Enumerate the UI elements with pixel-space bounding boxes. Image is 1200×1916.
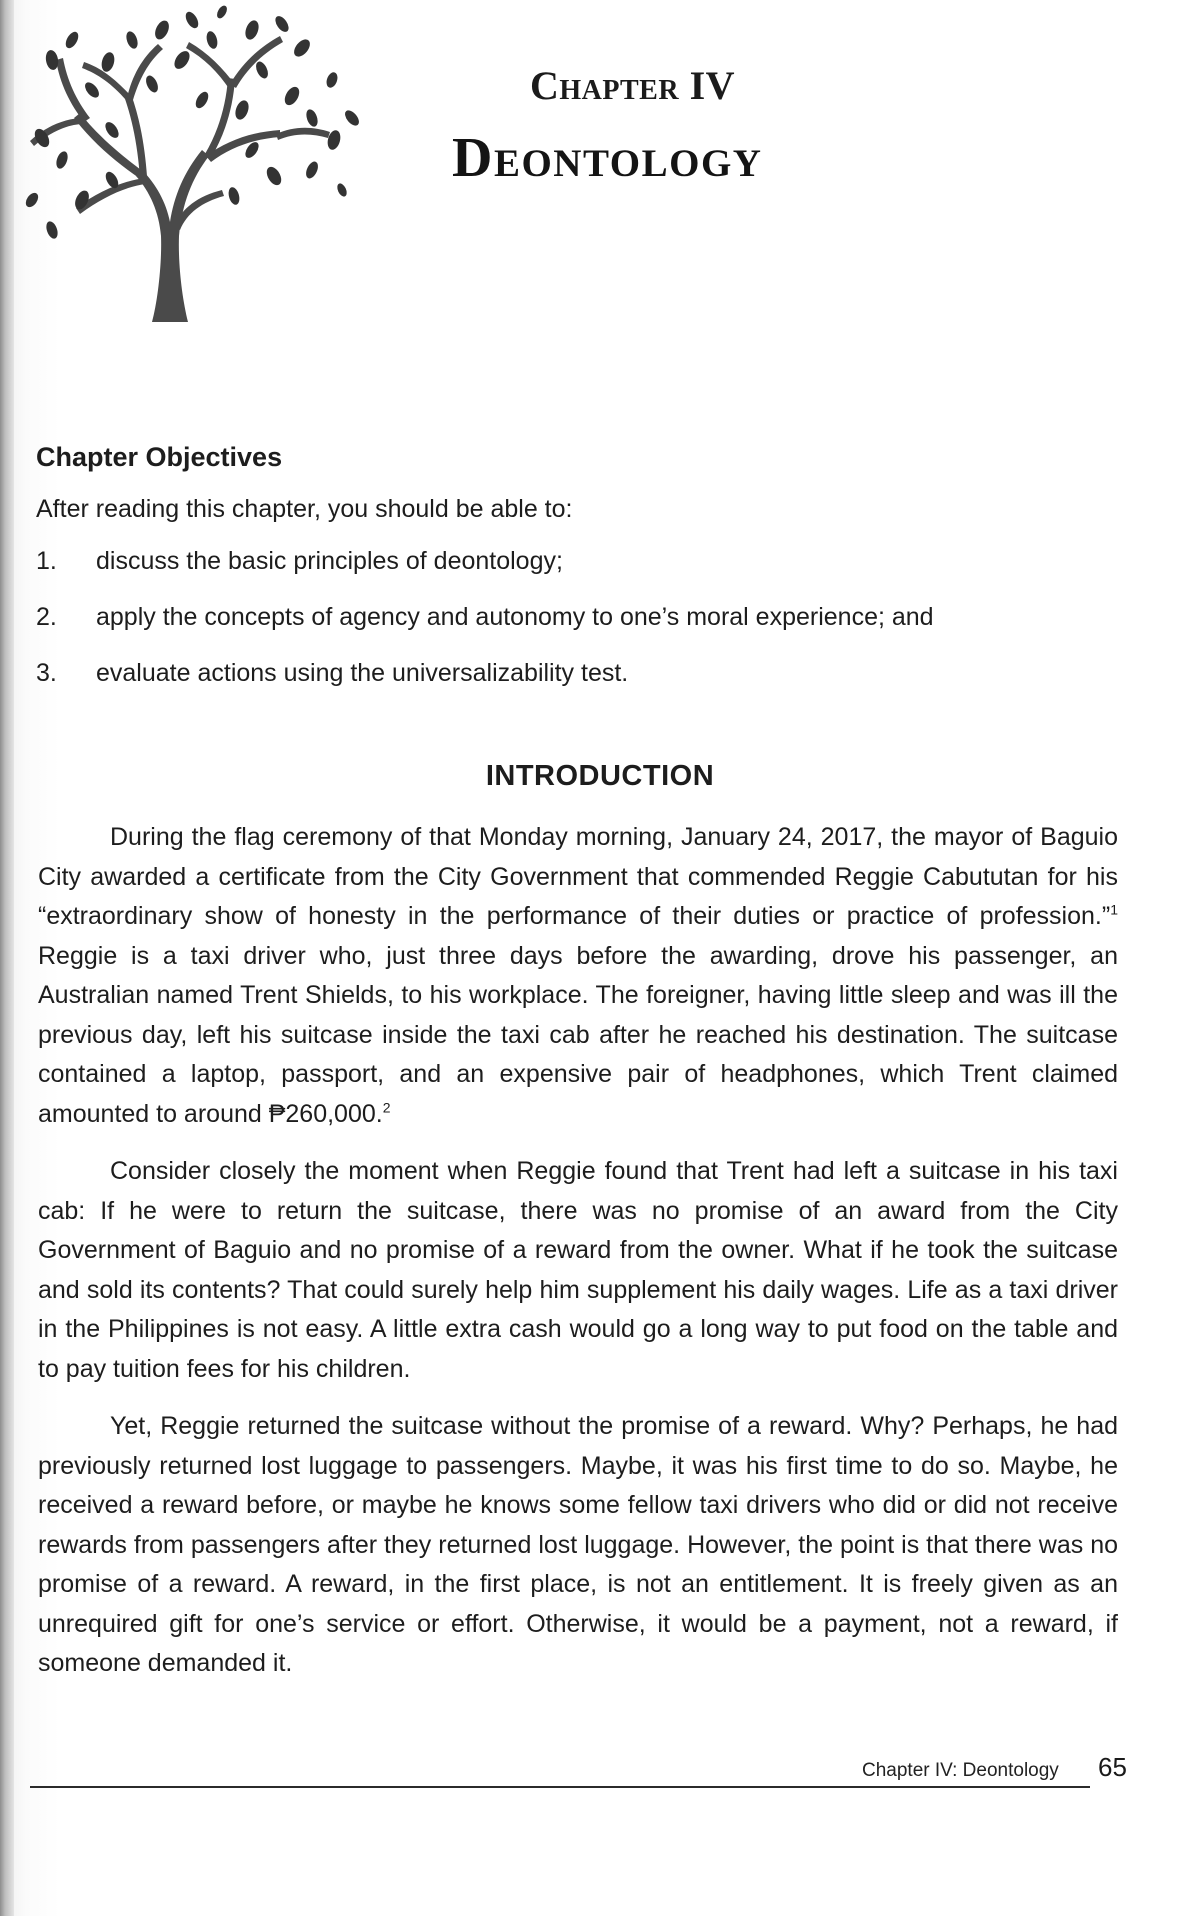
objectives-heading: Chapter Objectives xyxy=(36,442,283,472)
objective-text: discuss the basic principles of deontology; xyxy=(96,547,563,575)
objectives-list xyxy=(36,544,1116,690)
objective-number: 1. xyxy=(36,547,57,575)
paragraph-1 xyxy=(38,818,1118,1134)
objective-text: apply the concepts of agency and autonomy to one’s moral experience; and xyxy=(96,603,934,631)
chapter-title: Deontology xyxy=(452,127,763,189)
introduction-heading: INTRODUCTION xyxy=(485,760,715,792)
footnote-ref-2[interactable]: 2 xyxy=(382,1099,391,1116)
objective-text: evaluate actions using the universalizability test. xyxy=(96,659,629,687)
objectives-intro: After reading this chapter, you should be able to: xyxy=(36,495,573,523)
chapter-label: Chapter IV xyxy=(530,63,736,108)
paragraph-1-part-1: During the flag ceremony of that Monday morning, January 24, 2017, the mayor of Baguio City awarded a certificate from the City Government that commended Reggie Cabututan for his “extraordinary show of honesty in the performance of their duties or practice of profession.” xyxy=(38,823,1118,930)
introduction-body xyxy=(38,818,1118,1702)
paragraph-3: Yet, Reggie returned the suitcase without the promise of a reward. Why? Perhaps, he had previously returned lost luggage to passengers. Maybe, it was his first time to do so. Maybe, he received a reward before, or maybe he knows some fellow taxi drivers who did or did not receive rewards from passengers after they returned lost luggage. However, the point is that there was no promise of a reward. A reward, in the first place, is not an entitlement. It is freely given as an unrequired gift for one’s service or effort. Otherwise, it would be a payment, not a reward, if someone demanded it. xyxy=(38,1412,1118,1677)
objective-item xyxy=(36,544,1116,578)
page-number: 65 xyxy=(1098,1752,1127,1782)
footer-rule xyxy=(30,1786,1090,1788)
paragraph-2: Consider closely the moment when Reggie found that Trent had left a suitcase in his taxi cab: If he were to return the suitcase, there was no promise of an award from the City Government of Baguio and no promise of a reward from the owner. What if he took the suitcase and sold its contents? That could surely help him supplement his daily wages. Life as a taxi driver in the Philippines is not easy. A little extra cash would go a long way to put food on the table and to pay tuition fees for his children. xyxy=(38,1157,1118,1383)
chapter-objectives xyxy=(36,442,1116,712)
objective-number: 3. xyxy=(36,659,57,687)
paragraph-1-part-2: Reggie is a taxi driver who, just three days before the awarding, drove his passenger, an Australian named Trent Shields, to his workplace. The foreigner, having little sleep and was ill the previous day, left his suitcase inside the taxi cab after he reached his destination. The suitcase contained a laptop, passport, and an expensive pair of headphones, which Trent claimed amounted to around ₱260,000. xyxy=(38,941,1118,1128)
objective-item xyxy=(36,656,1116,690)
objective-item xyxy=(36,600,1116,634)
tree-icon xyxy=(12,0,382,340)
running-footer-title: Chapter IV: Deontology xyxy=(862,1760,1059,1781)
objective-number: 2. xyxy=(36,603,57,631)
footnote-ref-1[interactable]: 1 xyxy=(1110,901,1118,918)
